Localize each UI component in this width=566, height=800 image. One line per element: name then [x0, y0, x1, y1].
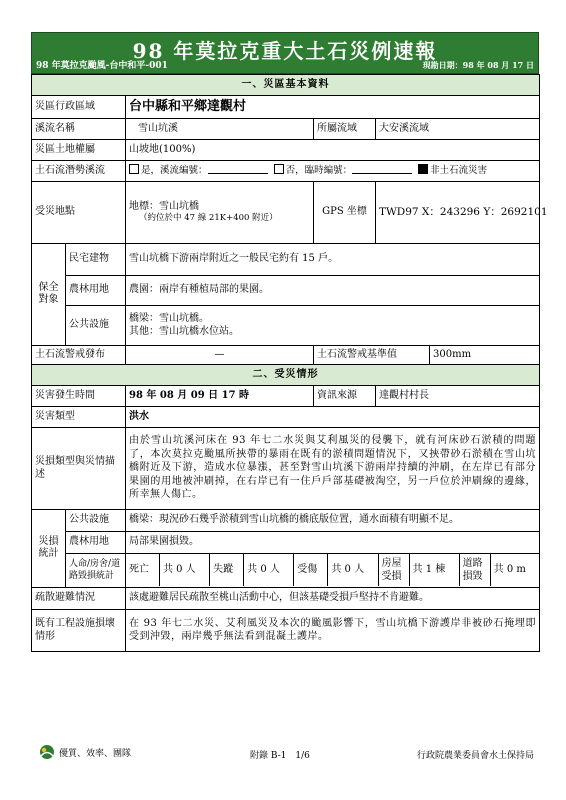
gps-system: TWD97: [379, 205, 419, 218]
site-label: 受災地點: [32, 181, 126, 243]
casualty-stats-row: [126, 553, 540, 587]
footer-agency: 行政院農業委員會水土保持局: [416, 751, 534, 761]
public-facility-bridge: 橋梁：雪山坑橋。: [129, 312, 209, 324]
blank-line: [352, 164, 412, 174]
missing-label: 失蹤: [210, 554, 244, 586]
forestry-label: 農林用地: [66, 275, 126, 305]
residence-value: 雪山坑橋下游兩岸附近之一般民宅約有 15 戶。: [126, 243, 540, 275]
alert-standard-label: 土石流警戒基準值: [314, 345, 430, 364]
forestry-value: 農園：兩岸有種植局部的果園。: [126, 275, 540, 305]
report-sheet: [31, 32, 548, 652]
gps-coordinates: X：243296 Y：2692101: [421, 205, 548, 218]
info-source-value: 達觀村村長: [376, 385, 540, 406]
gps-value: [376, 181, 548, 243]
survey-date: 現勘日期：98 年 08 月 17 日: [422, 60, 534, 70]
option-yes-label: 是，溪流編號：: [141, 164, 208, 176]
disaster-type-label: 災害類型: [32, 406, 126, 427]
stream-name-label: 溪流名稱: [32, 118, 126, 139]
potential-stream-options: [126, 160, 540, 181]
damage-description-label: 災損類型與災情描述: [32, 427, 126, 509]
residence-label: 民宅建物: [66, 243, 126, 275]
loss-forestry-label: 農林用地: [66, 531, 126, 553]
checkbox-yes: [129, 164, 139, 174]
alert-issue-label: 土石流警戒發布: [32, 345, 126, 364]
footer-left: [38, 744, 131, 760]
public-facility-label: 公共設施: [66, 305, 126, 345]
gps-label: GPS 坐標: [314, 181, 376, 243]
report-table: [31, 74, 548, 652]
public-facility-value: [126, 305, 540, 345]
existing-works-value: 在 93 年七二水災、艾利風災及本次的颱風影響下，雪山坑橋下游護岸非被砂石掩埋即受到沖毀，兩岸幾乎無法看到混凝土護岸。: [126, 609, 540, 651]
checkbox-non-debris-checked: [418, 164, 428, 174]
injured-label: 受傷: [294, 554, 328, 586]
footer-slogan: 優質、效率、團隊: [59, 748, 132, 759]
info-source-label: 資訊來源: [314, 385, 376, 406]
site-value: [126, 181, 314, 243]
existing-works-label: 既有工程設施損壞情形: [32, 609, 126, 651]
land-ownership-label: 災區土地權屬: [32, 139, 126, 160]
road-value: 共 0 m: [493, 564, 526, 576]
injured-value: 共 0 人: [328, 554, 378, 586]
loss-stats-label: 災損統計: [32, 509, 66, 587]
death-value: 共 0 人: [159, 554, 209, 586]
missing-value: 共 0 人: [244, 554, 294, 586]
house-label: 房屋受損: [378, 554, 409, 586]
public-facility-other: 其他：雪山坑橋水位站。: [129, 326, 239, 338]
death-label: 死亡: [126, 554, 159, 586]
alert-issue-value: —: [126, 345, 314, 364]
site-location-note: （約位於中 47 線 21K+400 附近）: [139, 213, 278, 224]
page-footer: [38, 744, 534, 764]
basin-value: 大安溪流域: [376, 118, 540, 139]
stream-name-value: 雪山坑溪: [126, 118, 314, 139]
admin-area-value: 台中縣和平鄉達觀村: [126, 96, 540, 119]
blank-line: [208, 164, 268, 174]
basin-label: 所屬流域: [314, 118, 376, 139]
footer-page-number: 附錄 B-1 1/6: [250, 751, 310, 761]
disaster-type-value: 洪水: [126, 406, 540, 427]
land-ownership-value: 山坡地(100%): [126, 139, 540, 160]
evacuation-value: 該處避難居民疏散至桃山活動中心，但該基礎受損戶堅持不肯避難。: [126, 587, 540, 609]
title-banner: [31, 32, 539, 74]
house-value: 共 1 棟: [409, 554, 459, 586]
section-basic-heading: 一、災區基本資料: [32, 75, 540, 96]
admin-area-label: 災區行政區域: [32, 96, 126, 119]
site-landmark: 地標：雪山坑橋: [129, 200, 199, 212]
option-no-label: 否，臨時編號：: [285, 164, 353, 176]
road-label: 道路損毀: [459, 554, 490, 586]
protect-target-label: 保全對象: [32, 243, 66, 345]
loss-forestry-value: 局部果園損毀。: [126, 531, 540, 553]
event-time-label: 災害發生時間: [32, 385, 126, 406]
section-damage-heading: 二、受災情形: [32, 364, 540, 385]
loss-public-value: 橋梁：現況砂石幾乎淤積到雪山坑橋的橋底版位置，通水面積有明顯不足。: [126, 509, 540, 531]
event-time-value: 98 年 08 月 09 日 17 時: [126, 385, 314, 406]
damage-description-value: 由於雪山坑溪河床在 93 年七二水災與艾利風災的侵襲下，就有河床砂石淤積的問題了，本次莫拉克颱風所挾帶的暴雨在既有的淤積問題情況下，又挾帶砂石淤積在雪山坑橋附近及下游，造成水位暴漲，甚至對雪山坑溪下游兩岸持續的沖刷，在左岸已有部分果園的用地被沖刷掉，在右岸已有一住戶戶部基礎被淘空，另一戶位於沖刷線的邊緣，所幸無人傷亡。: [126, 427, 540, 509]
evacuation-label: 疏散避難情況: [32, 587, 126, 609]
option-non-debris-label: 非土石流災害: [430, 164, 488, 176]
casualty-stats-table: [126, 554, 539, 586]
case-id: 98 年莫拉克颱風-台中和平-001: [36, 61, 168, 71]
report-title: 98 年莫拉克重大土石災例速報: [132, 39, 438, 63]
alert-standard-value: 300mm: [430, 345, 540, 364]
potential-stream-label: 土石流潛勢溪流: [32, 160, 126, 181]
casualty-stats-label: 人命/房舍/道路毀損統計: [66, 553, 126, 587]
loss-public-label: 公共設施: [66, 509, 126, 531]
agency-logo-icon: [38, 744, 56, 760]
checkbox-no: [274, 164, 284, 174]
